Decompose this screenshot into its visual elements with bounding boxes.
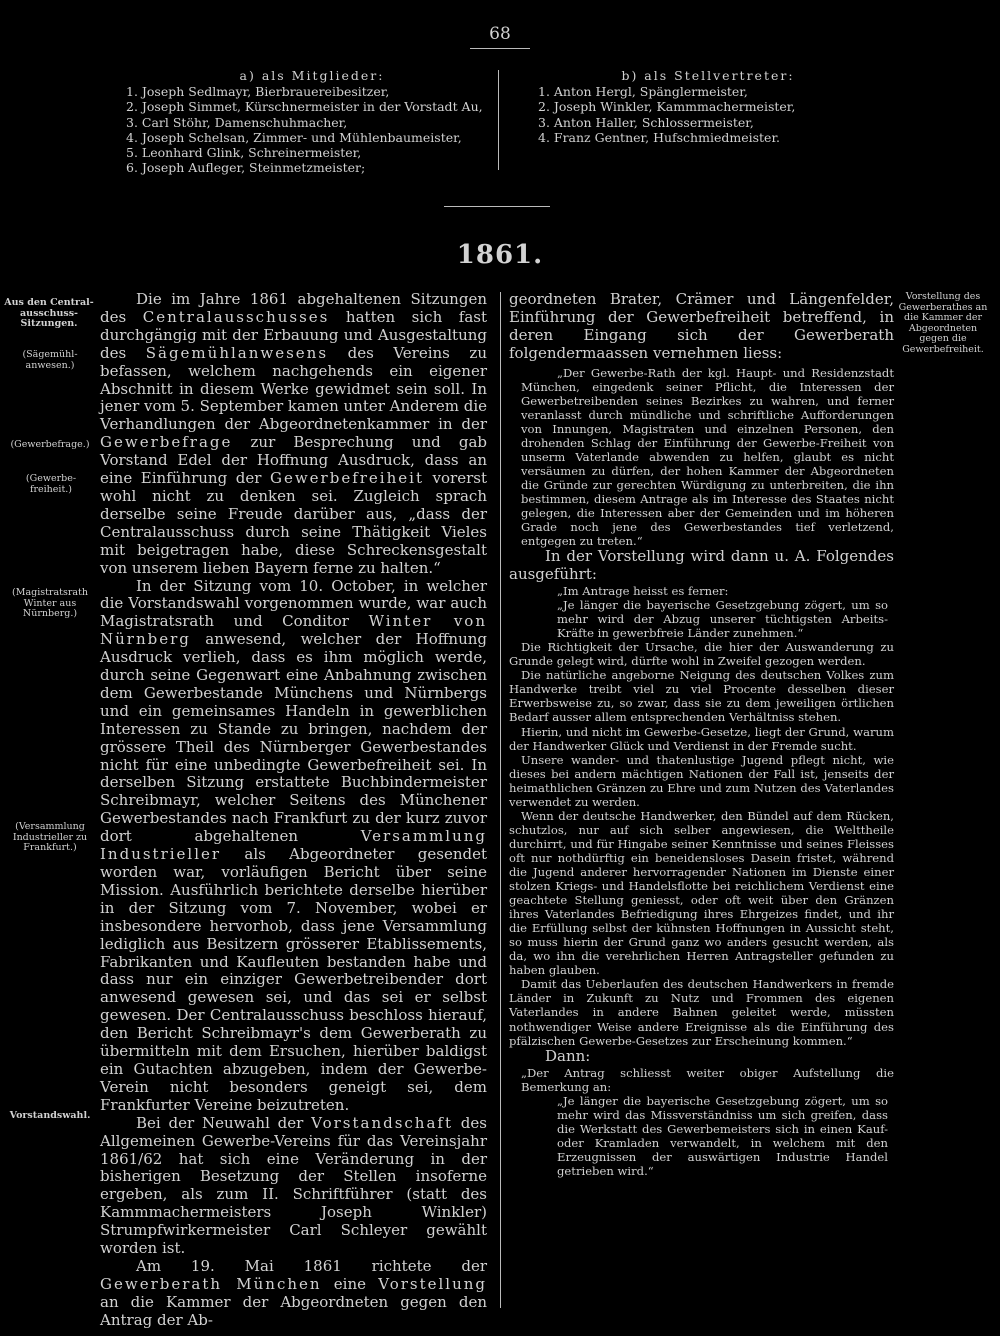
margin-note-central: Aus den Central-ausschuss-Sitzungen. xyxy=(4,297,94,329)
right-column xyxy=(509,291,894,1178)
quote: Damit das Ueberlaufen des deutschen Handwerkers in fremde Länder in Zukunft zu Nutz und Frommen des eigenen Vaterlandes in andere Bahnen geleitet werde, müssten nothwendiger Weise andere Ereignisse als die Einführung des pfälzischen Gewerbe-Gesetzes zur Erscheinung kommen.“ xyxy=(509,977,894,1048)
page-number-rule xyxy=(470,48,530,49)
margin-note-trade-question: (Gewerbefrage.) xyxy=(10,439,90,450)
quote: „Der Gewerbe-Rath der kgl. Haupt- und Residenzstadt München, eingedenk seiner Pflicht, die Interessen der Gewerbetreibenden seines Bezirkes zu wahren, und ferner veranlasst durch mündliche und schriftliche Aufforderungen von Innungen, Magistraten und einzelnen Personen, den drohenden Schlag der Einführung der Gewerbe-Freiheit von unserm Vaterlande abwenden zu helfen, glaubt es nicht versäumen zu dürfen, der hohen Kammer der Abgeordneten die Gründe zur gerechten Würdigung zu unterbreiten, die ihn bestimmen, diesem Antrage als im Interesse des Staates nicht gelegen, die Interessen aber der Gemeinden und im höheren Grade noch jene des Gewerbestandes tief verletzend, entgegen zu treten.“ xyxy=(521,365,894,549)
members-heading: a) als Mitglieder: xyxy=(239,68,385,83)
list-item: 3. Carl Stöhr, Damenschuhmacher, xyxy=(126,114,348,130)
paragraph: In der Vorstellung wird dann u. A. Folgendes ausgeführt: xyxy=(509,547,894,584)
list-item: 1. Joseph Sedlmayr, Bierbrauereibesitzer, xyxy=(126,84,390,100)
quote: „Im Antrage heisst es ferner: xyxy=(557,584,729,599)
members-list xyxy=(126,68,498,175)
left-column xyxy=(100,291,487,1330)
quote: Die natürliche angeborne Neigung des deutschen Volkes zum Handwerke treibt viel zu viel Procente desselben dieser Erwerbsweise zu, so zwar, dass sie zu dem jeweiligen örtlichen Bedarf ausser allem entsprechenden Verhältniss stehen. xyxy=(509,668,894,725)
quote: „Je länger die bayerische Gesetzgebung zögert, um so mehr wird der Abzug unserer tüchtigsten Arbeits-Kräfte in gewerbfreie Länder zunehmen.“ xyxy=(557,598,888,641)
list-item: 5. Leonhard Glink, Schreinermeister, xyxy=(126,145,362,161)
list-divider xyxy=(498,70,499,170)
column-divider xyxy=(500,292,501,1308)
year-heading: 1861. xyxy=(456,240,544,270)
quote: Wenn der deutsche Handwerker, den Bündel auf dem Rücken, schutzlos, nur auf sich selber angewiesen, die Welttheile durchirrt, und für Hingabe seiner Kenntnisse und seines Fleisses oft nur nothdürftig ein beneidensloses Dasein fristet, während die Jugend anderer hervorragender Nationen im Dienste einer stolzen Kriegs- und Handelsflotte bei reichlichem Verdienst eine geachtete Stellung geniesst, oder oft weit über den Gränzen ihres Vaterlandes Befriedigung ihres Ehrgeizes findet, und ihr die Erfüllung selbst der kühnsten Hoffnungen in Aussicht steht, so muss hierin der Grund ganz wo anders gesucht werden, als da, wo ihn die verehrlichen Herren Antragsteller gefunden zu haben glauben. xyxy=(509,808,894,978)
list-item: 1. Anton Hergl, Spänglermeister, xyxy=(538,84,748,100)
margin-note-assembly: (Versammlung Industrieller zu Frankfurt.) xyxy=(12,821,88,853)
margin-note-saw: (Sägemühl-anwesen.) xyxy=(22,349,78,371)
section-rule xyxy=(444,206,550,207)
quote: Die Richtigkeit der Ursache, die hier der Auswanderung zu Grunde gelegt wird, dürfte wohl in Zweifel gezogen werden. xyxy=(509,640,894,669)
paragraph: Dann: xyxy=(545,1046,591,1065)
margin-note-petition: Vorstellung des Gewerberathes an die Kammer der Abgeordneten gegen die Gewerbefreiheit. xyxy=(898,291,988,355)
quote: Unsere wander- und thatenlustige Jugend pflegt nicht, wie dieses bei andern mächtigen Nationen der Fall ist, jenseits der heimathlichen Gränzen zu Ehre und zum Nutzen des Vaterlandes verwendet zu werden. xyxy=(509,752,894,809)
paragraph: geordneten Brater, Crämer und Längenfelder, Einführung der Gewerbefreiheit betreffend, in deren Eingang sich der Gewerberath folgendermaassen vernehmen liess: xyxy=(509,290,894,362)
page-number: 68 xyxy=(489,24,511,44)
quote: „Je länger die bayerische Gesetzgebung zögert, um so mehr wird das Missverständniss um sich greifen, dass die Werkstatt des Gewerbemeisters sich in einen Kauf- oder Kramladen verwandelt, in welchem mit den Erzeugnissen der auswärtigen Industrie Handel getrieben wird.“ xyxy=(557,1093,888,1178)
quote: Hierin, und nicht im Gewerbe-Gesetze, liegt der Grund, warum der Handwerker Glück und Verdienst in der Fremde sucht. xyxy=(509,724,894,753)
list-item: 2. Joseph Winkler, Kammmachermeister, xyxy=(538,99,796,115)
deputies-list xyxy=(538,68,878,145)
margin-note-trade-freedom: (Gewerbe-freiheit.) xyxy=(25,473,77,495)
list-item: 2. Joseph Simmet, Kürschnermeister in der Vorstadt Au, xyxy=(126,99,483,115)
deputies-heading: b) als Stellvertreter: xyxy=(621,68,795,83)
list-item: 6. Joseph Aufleger, Steinmetzmeister; xyxy=(126,160,366,176)
quote: „Der Antrag schliesst weiter obiger Aufstellung die Bemerkung an: xyxy=(521,1065,894,1094)
paragraph: In der Sitzung vom 10. October, in welcher die Vorstandswahl vorgenommen wurde, war auch Magistratsrath und Conditor Winter von Nürnberg anwesend, welcher der Hoffnung Ausdruck verlieh, dass es ihm möglich werde, durch seine Gegenwart eine Anbahnung zwischen dem Gewerbestande Münchens und Nürnbergs und ein gemeinsames Handeln in gewerblichen Interessen zu Stande zu bringen, nachdem der grössere Theil des Nürnberger Gewerbestandes nicht für eine unbedingte Gewerbefreiheit sei. In derselben Sitzung erstattete Buchbindermeister Schreibmayr, welcher Seitens des Münchener Gewerbestandes nach Frankfurt zu der kurz zuvor dort abgehaltenen Versammlung Industrieller als Abgeordneter gesendet worden war, vorläufigen Bericht über seine Mission. Ausführlich berichtete derselbe hierüber in der Sitzung vom 7. November, wobei er insbesondere hervorhob, dass jene Versammlung lediglich aus Besitzern grösserer Etablissements, Fabrikanten und Kaufleuten bestanden habe und dass nur ein einziger Gewerbetreibender dort anwesend gewesen sei, und das sei er selbst gewesen. Der Centralausschuss beschloss hierauf, den Bericht Schreibmayr's dem Gewerberath zu übermitteln mit dem Ersuchen, hierüber baldigst ein Gutachten abzugeben, indem der Gewerbe-Verein nicht besonders geneigt sei, dem Frankfurter Vereine beizutreten. xyxy=(100,576,488,1114)
list-item: 3. Anton Haller, Schlossermeister, xyxy=(538,114,754,130)
margin-note-winter: (Magistratsrath Winter aus Nürnberg.) xyxy=(12,587,88,619)
margin-note-board: Vorstandswahl. xyxy=(9,1110,91,1121)
list-item: 4. Joseph Schelsan, Zimmer- und Mühlenbaumeister, xyxy=(126,129,462,145)
list-item: 4. Franz Gentner, Hufschmiedmeister. xyxy=(538,129,781,145)
paragraph: Bei der Neuwahl der Vorstandschaft des Allgemeinen Gewerbe-Vereins für das Vereinsjahr 1861/62 hat sich eine Veränderung in der bisherigen Besetzung der Stellen insoferne ergeben, als zum II. Schriftführer (statt des Kammmachermeisters Joseph Winkler) Strumpfwirkermeister Carl Schleyer gewählt worden ist. xyxy=(100,1113,487,1258)
paragraph: Die im Jahre 1861 abgehaltenen Sitzungen des Centralausschusses hatten sich fast durchgängig mit der Erbauung und Ausgestaltung des Sägemühlanwesens des Vereins zu befassen, welchem nachgehends ein eigener Abschnitt in diesem Werke gewidmet sein soll. In jener vom 5. September kamen unter Anderem die Verhandlungen der Abgeordnetenkammer in der Gewerbefrage zur Besprechung und gab Vorstand Edel der Hoffnung Ausdruck, dass an eine Einführung der Gewerbefreiheit vorerst wohl nicht zu denken sei. Zugleich sprach derselbe seine Freude darüber aus, „dass der Centralausschuss durch seine Thätigkeit Vieles mit beigetragen habe, diese Schreckensgestalt von unserem lieben Bayern ferne zu halten.“ xyxy=(100,290,488,577)
paragraph: Am 19. Mai 1861 richtete der Gewerberath München eine Vorstellung an die Kammer der Abgeordneten gegen den Antrag der Ab- xyxy=(100,1256,488,1329)
